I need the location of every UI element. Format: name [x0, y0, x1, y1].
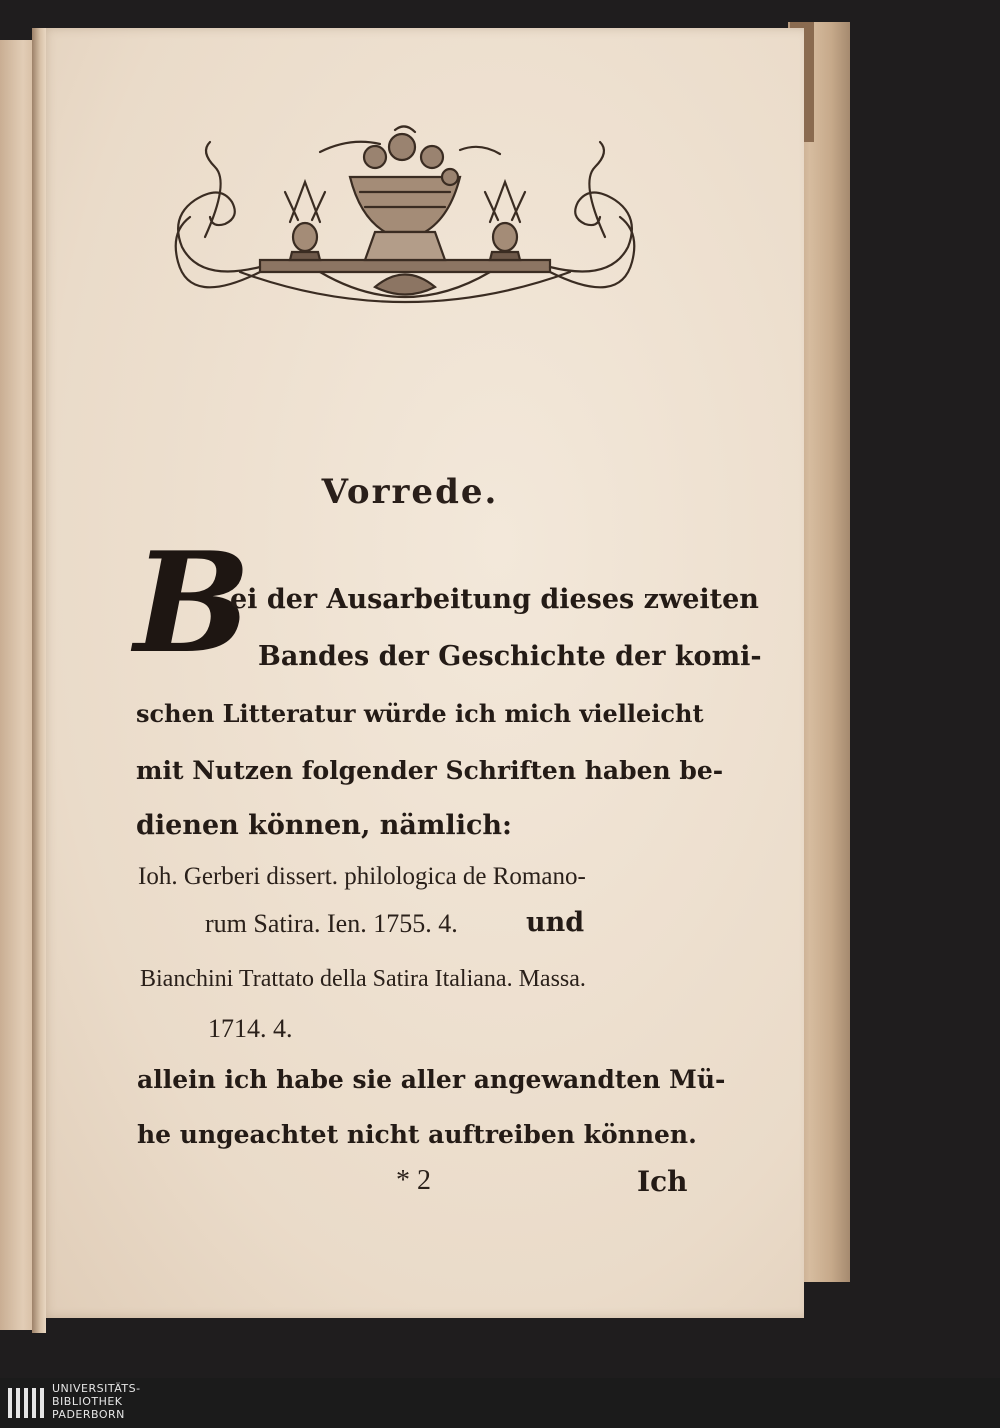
drop-capital: B	[134, 521, 251, 684]
library-logo-icon	[6, 1384, 46, 1422]
reference-1-line-2: rum Satira. Ien. 1755. 4.	[205, 909, 458, 938]
closing-line-2: he ungeachtet nicht auftreiben können.	[137, 1120, 697, 1149]
page-heading: Vorrede.	[321, 472, 499, 512]
text-line-5: dienen können, nämlich:	[136, 810, 512, 841]
reference-2-line-2: 1714. 4.	[208, 1014, 293, 1043]
text-line-3: schen Litteratur würde ich mich vielleicht	[136, 699, 704, 728]
logo-line-1: UNIVERSITÄTS-	[52, 1382, 141, 1395]
text-line-2: Bandes der Geschichte der komi-	[258, 641, 762, 672]
closing-line-1: allein ich habe sie aller angewandten Mü-	[137, 1065, 726, 1094]
reference-conjunction: und	[526, 907, 585, 938]
reference-2-line-1: Bianchini Trattato della Satira Italiana. Massa.	[140, 966, 586, 992]
book-gutter	[32, 28, 46, 1333]
library-logo-text	[52, 1382, 141, 1421]
catchword: Ich	[637, 1165, 688, 1198]
ornament-vignette-icon	[170, 122, 640, 337]
reference-1-line-1: Ioh. Gerberi dissert. philologica de Romano-	[138, 863, 586, 890]
logo-line-3: PADERBORN	[52, 1408, 125, 1421]
footer-bar	[0, 1378, 1000, 1428]
text-line-4: mit Nutzen folgender Schriften haben be-	[136, 756, 724, 785]
text-line-1: ei der Ausarbeitung dieses zweiten	[230, 584, 759, 615]
logo-line-2: BIBLIOTHEK	[52, 1395, 123, 1408]
signature-mark: * 2	[396, 1165, 431, 1196]
